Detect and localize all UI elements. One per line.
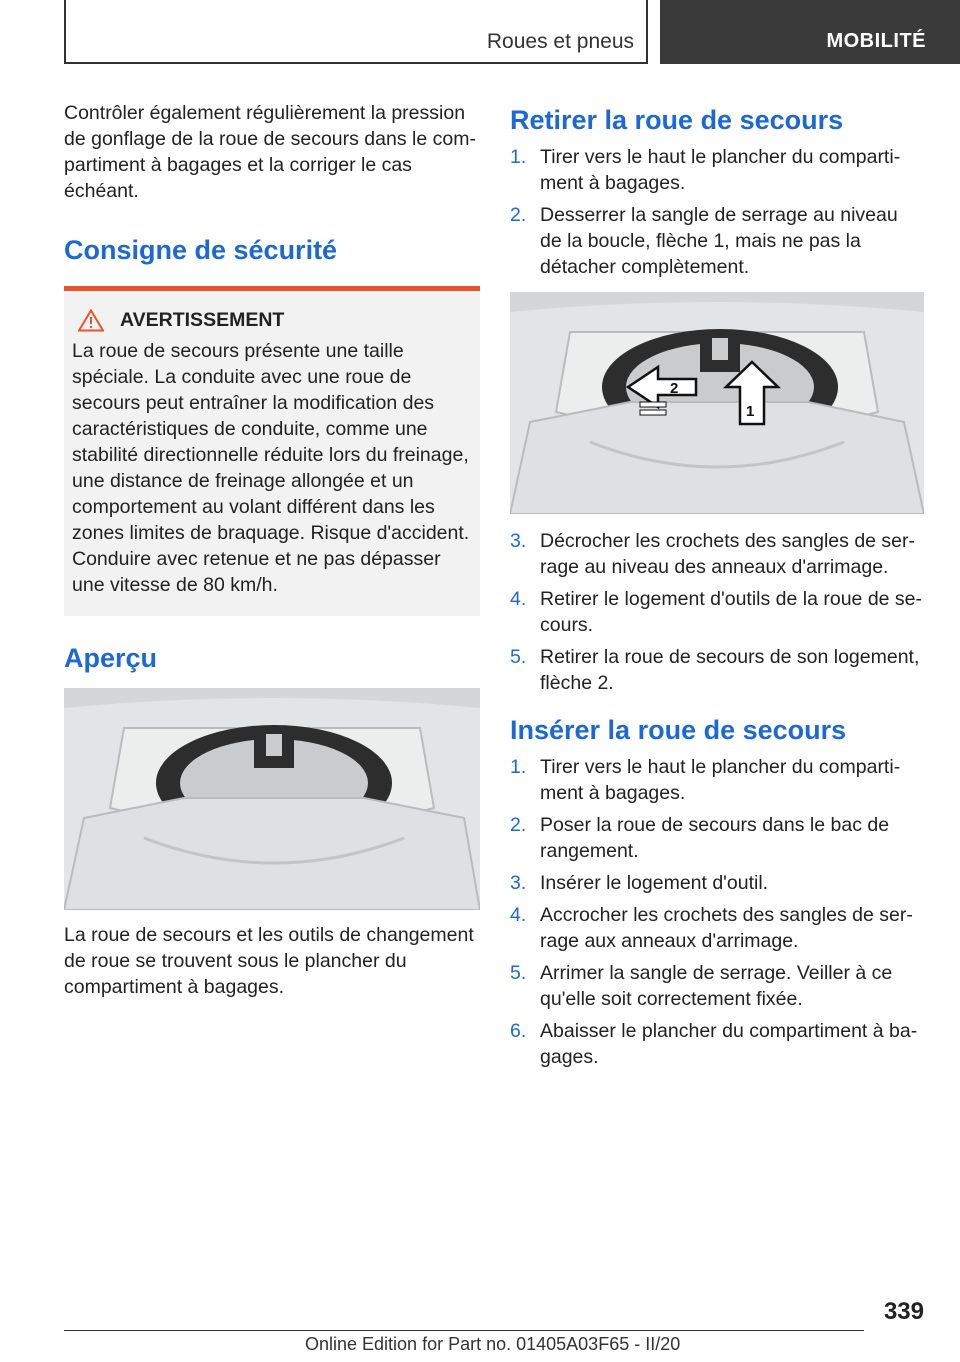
safety-heading: Consigne de sécurité [64,235,338,265]
page-number: 339 [883,1298,924,1325]
footer-rule [64,1330,864,1331]
header-section-box [64,0,648,64]
spare-wheel-overview-image [64,688,480,910]
list-item: 2. Poser la roue de secours dans le bac de rangement. [510,814,890,862]
insert-heading: Insérer la roue de secours [510,715,847,745]
overview-heading: Aperçu [64,643,158,673]
list-item: 5. Arrimer la sangle de serrage. Veiller à ce qu'elle soit correctement fixée. [510,962,893,1010]
warning-triangle-icon [78,309,104,332]
arrow-label-1: 1 [746,403,755,420]
remove-steps-list-b [510,528,924,696]
list-item: 5. Retirer la roue de secours de son logement, flèche 2. [510,646,920,694]
list-item: 6. Abaisser le plancher du compartiment à bagages. [510,1020,918,1068]
list-item: 1. Tirer vers le haut le plancher du compartiment à bagages. [510,756,901,804]
warning-header [72,309,472,332]
list-item: 3. Insérer le logement d'outil. [510,872,769,894]
header-section-title: Roues et pneus [486,30,634,53]
warning-text: La roue de secours présente une taille spéciale. La conduite avec une roue de secours peut entraîner la modification des caractéristiques de conduite, comme une stabilité directionnelle réduite lors du freinage, une distance de freinage allongée et un comportement au volant différent dans les zones limites de braquage. Risque d'accident. Conduire avec retenue et ne pas dépasser une vitesse de 80 km/h. [72,340,470,596]
list-item: 4. Accrocher les crochets des sangles de serrage aux anneaux d'arrimage. [510,904,913,952]
warning-box [64,286,480,616]
footer-edition: Online Edition for Part no. 01405A03F65 - II/20 [305,1334,681,1354]
header-chapter-label: MOBILITÉ [826,30,926,52]
page-header [0,0,960,66]
list-item: 2. Desserrer la sangle de serrage au niveau de la boucle, flèche 1, mais ne pas la détacher complètement. [510,204,898,278]
list-item: 1. Tirer vers le haut le plancher du compartiment à bagages. [510,146,901,194]
left-column [64,100,480,1000]
overview-paragraph: La roue de secours et les outils de changement de roue se trouvent sous le plancher du compartiment à bagages. [64,924,474,998]
remove-heading: Retirer la roue de secours [510,105,844,135]
remove-steps-list-a [510,144,924,280]
warning-label: AVERTISSEMENT [120,309,285,331]
intro-paragraph: Contrôler également régulièrement la pression de gonflage de la roue de secours dans le compartiment à bagages et la corriger le cas échéant. [64,102,476,202]
header-chapter-tab [660,0,960,64]
insert-steps-list [510,754,924,1070]
list-item: 4. Retirer le logement d'outils de la roue de secours. [510,588,923,636]
list-item: 3. Décrocher les crochets des sangles de serrage au niveau des anneaux d'arrimage. [510,530,916,578]
right-column [510,100,924,1076]
arrow-label-2: 2 [670,380,679,397]
spare-wheel-removal-image [510,292,924,514]
